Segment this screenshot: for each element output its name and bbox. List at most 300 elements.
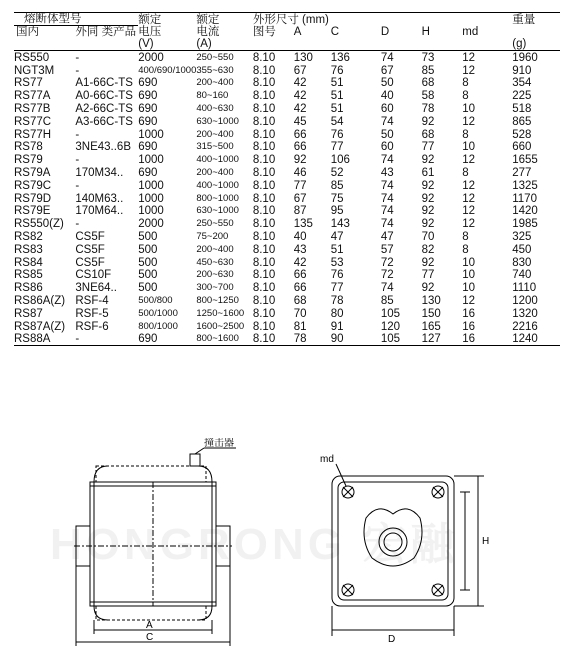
dim-label-C: C [146,632,154,643]
table-row [14,269,560,282]
cell-md: 12 [462,179,476,192]
col-foreign: 外同 类产品 [75,26,138,39]
cell-H: 127 [422,333,463,346]
table-row [14,243,560,256]
table-row [14,256,560,269]
cell-weight: 660 [512,141,532,154]
cell-md: 12 [462,205,476,218]
cell-H: 92 [421,282,435,295]
cell-model: RS83 [14,243,43,256]
cell-fig: 8.10 [252,141,276,154]
cell-model: RS79C [14,179,52,192]
cell-A: 66 [293,269,307,282]
col-domestic: 国内 [14,26,75,39]
table-row [14,294,560,307]
cell-H: 92 [421,205,435,218]
cell-model: RS77B [14,102,51,115]
cell-current: 400~630 [196,102,234,114]
cell-D: 85 [380,294,394,307]
cell-C: 76 [330,64,344,77]
cell-C: 75 [330,192,344,205]
cell-foreign: CS5F [75,230,105,243]
cell-fig: 8.10 [252,307,276,320]
cell-foreign: 140M63.. [75,192,124,205]
cell-current: 1250~1600 [196,307,245,319]
cell-md: 10 [462,269,476,282]
cell-weight: 225 [512,90,532,103]
col-voltage-2: 电压 [138,26,162,38]
cell-model: RS77C [14,115,52,128]
table-row [14,166,560,179]
cell-D: 74 [380,192,394,205]
table-row [14,217,560,230]
table-row [14,333,560,346]
cell-C: 90 [331,333,381,346]
cell-model: RS77 [14,77,43,90]
col-weight: 重量 [512,13,560,26]
cell-md: 12 [462,218,476,231]
cell-H: 73 [421,51,435,64]
cell-fig: 8.10 [252,218,276,231]
cell-D: 50 [380,128,394,141]
cell-current: 200~400 [196,243,234,255]
cell-md: 16 [462,307,476,320]
cell-H: 58 [421,90,435,103]
cell-H: 61 [421,166,435,179]
cell-D: 105 [380,307,401,320]
cell-current: 450~630 [196,256,234,268]
cell-foreign: CS5F [75,256,105,269]
dim-label-D: D [388,634,396,644]
cell-A: 66 [293,282,307,295]
cell-foreign: - [75,128,80,141]
cell-foreign: - [75,154,80,167]
cell-D: 105 [381,333,422,346]
cell-H: 78 [421,102,435,115]
cell-fig: 8.10 [252,205,276,218]
cell-weight: 740 [512,269,532,282]
cell-foreign: - [75,179,80,192]
cell-fig: 8.10 [252,320,276,333]
cell-foreign: A3-66C-TS [75,115,133,128]
cell-A: 42 [293,256,307,269]
cell-foreign: - [75,64,80,77]
cell-md: 12 [462,64,476,77]
cell-weight: 1420 [512,205,538,218]
cell-A: 67 [293,192,307,205]
cell-foreign: - [75,218,80,231]
cell-voltage: 690 [138,115,158,128]
spec-table [14,12,560,346]
table-row [14,153,560,166]
cell-md: 8 [462,90,469,103]
cell-voltage: 500 [138,243,158,256]
cell-D: 60 [380,141,394,154]
cell-md: 12 [462,115,476,128]
cell-voltage: 690 [138,141,158,154]
cell-H: 165 [421,320,441,333]
cell-foreign: CS5F [75,243,105,256]
cell-C: 136 [330,51,350,64]
cell-weight: 910 [512,64,532,77]
cell-md: 10 [462,256,476,269]
table-row [14,115,560,128]
cell-H: 85 [421,64,435,77]
cell-C: 143 [330,218,350,231]
table-row [14,179,560,192]
cell-voltage: 1000 [138,205,164,218]
cell-current: 80~160 [196,90,229,102]
cell-C: 51 [330,90,344,103]
cell-md: 12 [462,192,476,205]
cell-model: RS79A [14,166,51,179]
cell-H: 92 [421,179,435,192]
table-row [14,89,560,102]
cell-fig: 8.10 [252,166,276,179]
cell-foreign: 170M34.. [75,166,124,179]
cell-weight: 354 [512,77,532,90]
col-dims-group: 外形尺寸 (mm) [253,13,512,26]
cell-current: 200~630 [196,269,234,281]
watermark: HONGRONG 宏融 [50,520,459,569]
cell-current: 200~400 [196,77,234,89]
cell-fig: 8.10 [252,64,276,77]
cell-md: 8 [462,230,469,243]
col-voltage: 额定 [138,13,196,26]
cell-model: RS79D [14,192,52,205]
dim-label-A: A [146,620,153,631]
cell-H: 77 [421,141,435,154]
cell-voltage: 400/690/1000 [138,64,197,76]
end-plate [332,476,454,606]
cell-fig: 8.10 [252,269,276,282]
cell-A: 66 [293,141,307,154]
cell-model: RS78 [14,141,43,154]
cell-current: 250~550 [196,51,234,63]
cell-C: 91 [330,320,344,333]
table-row [14,281,560,294]
cell-A: 45 [293,115,307,128]
cell-foreign: - [75,333,138,346]
cell-A: 42 [293,77,307,90]
cell-D: 40 [380,90,394,103]
cell-C: 77 [330,141,344,154]
cell-voltage: 1000 [138,154,164,167]
cell-current: 315~500 [196,141,234,153]
cell-current: 355~630 [196,64,234,76]
cell-H: 82 [421,243,435,256]
cell-voltage: 1000 [138,179,164,192]
cell-fig: 8.10 [252,282,276,295]
cell-D: 47 [380,230,394,243]
cell-D: 74 [380,51,394,64]
table-row [14,205,560,218]
col-A: A [293,26,302,38]
cell-C: 76 [330,128,344,141]
cell-md: 8 [462,166,469,179]
cell-weight: 277 [512,166,532,179]
cell-current: 400~1000 [196,154,239,166]
table-row [14,320,560,333]
header-row-3 [14,38,560,51]
col-weight-unit: (g) [512,38,560,51]
cell-weight: 865 [512,115,532,128]
cell-fig: 8.10 [252,90,276,103]
cell-fig: 8.10 [253,333,294,346]
cell-H: 92 [421,218,435,231]
cell-weight: 1110 [512,282,537,295]
striker-label: 撞击器 [204,438,234,449]
cell-foreign: 170M64.. [75,205,124,218]
cell-D: 74 [380,115,394,128]
cell-current: 300~700 [196,282,234,294]
cell-D: 50 [380,77,394,90]
cell-foreign: RSF-6 [75,320,109,333]
cell-H: 130 [421,294,441,307]
cell-model: RS77A [14,90,51,103]
cell-C: 80 [330,307,344,320]
table-row [14,141,560,154]
cell-D: 74 [380,179,394,192]
cell-voltage: 690 [138,102,158,115]
cell-model: RS87A(Z) [14,320,66,333]
cell-weight: 518 [512,102,532,115]
cell-weight: 2216 [512,320,538,333]
cell-H: 92 [421,154,435,167]
cell-C: 76 [330,269,344,282]
cell-md: 16 [462,320,476,333]
cell-C: 85 [330,179,344,192]
cell-model: RS82 [14,230,43,243]
cell-md: 10 [462,282,476,295]
cell-model: RS85 [14,269,43,282]
cell-D: 72 [380,256,394,269]
cell-A: 66 [293,128,307,141]
cell-A: 92 [293,154,307,167]
cell-md: 8 [462,77,469,90]
dim-label-H: H [482,536,490,547]
col-current-2: 电流 [196,26,220,38]
cell-fig: 8.10 [252,192,276,205]
cell-A: 42 [293,102,307,115]
cell-D: 60 [380,102,394,115]
cell-A: 87 [293,205,307,218]
cell-A: 135 [293,218,313,231]
cell-C: 54 [330,115,344,128]
cell-weight: 450 [512,243,532,256]
cell-fig: 8.10 [252,294,276,307]
cell-weight: 1320 [512,307,538,320]
col-voltage-unit: (V) [138,38,196,51]
cell-fig: 8.10 [252,115,276,128]
cell-model: RS88A [14,333,75,346]
cell-current: 800~1000 [196,192,239,204]
col-current-unit: (A) [196,38,252,51]
cell-A: 42 [293,90,307,103]
cell-model: RS87 [14,307,43,320]
table-row [14,64,560,77]
table-row [14,77,560,90]
table-row [14,230,560,243]
cell-D: 57 [380,243,394,256]
table-row [14,192,560,205]
cell-fig: 8.10 [252,128,276,141]
cell-voltage: 800/1000 [138,320,178,332]
cell-model: RS550 [14,51,50,64]
cell-voltage: 500 [138,256,158,269]
cell-voltage: 500/800 [138,294,173,306]
cell-fig: 8.10 [252,154,276,167]
cell-foreign: RSF-4 [75,294,109,307]
table-row [14,307,560,320]
cell-fig: 8.10 [252,77,276,90]
cell-md: 10 [462,102,476,115]
cell-md: 12 [462,154,476,167]
cell-voltage: 500 [138,230,158,243]
cell-C: 47 [330,230,344,243]
cell-current: 200~400 [196,128,234,140]
cell-C: 106 [330,154,350,167]
cell-current: 630~1000 [196,115,239,127]
cell-foreign: A1-66C-TS [75,77,133,90]
cell-weight: 1240 [512,333,560,346]
cell-voltage: 690 [138,166,158,179]
cell-C: 52 [330,166,344,179]
cell-md: 8 [462,243,469,256]
cell-md: 8 [462,128,469,141]
cell-model: RS79 [14,154,43,167]
cell-H: 92 [421,256,435,269]
cell-fig: 8.10 [252,102,276,115]
cell-H: 68 [421,128,435,141]
cell-A: 78 [294,333,331,346]
cell-C: 77 [330,282,344,295]
cell-current: 630~1000 [196,205,239,217]
col-md: md [462,26,479,38]
cell-foreign: A2-66C-TS [75,102,133,115]
cell-voltage: 1000 [138,192,164,205]
cell-C: 78 [330,294,344,307]
cell-model: RS86 [14,282,43,295]
cell-H: 150 [421,307,441,320]
cell-current: 250~550 [196,218,234,230]
col-C: C [330,26,340,38]
cell-model: RS550(Z) [14,218,64,231]
cell-A: 43 [293,243,307,256]
cell-D: 72 [380,269,394,282]
cell-C: 51 [330,243,344,256]
cell-model: RS77H [14,128,52,141]
cell-weight: 1170 [512,192,537,205]
cell-fig: 8.10 [252,179,276,192]
cell-H: 70 [421,230,435,243]
cell-A: 68 [293,294,307,307]
cell-D: 43 [380,166,394,179]
cell-foreign: 3NE64.. [75,282,117,295]
cell-voltage: 2000 [138,218,164,231]
center-hole [379,528,407,556]
cell-weight: 325 [512,230,532,243]
cell-C: 51 [330,102,344,115]
cell-voltage: 690 [138,333,196,346]
cell-voltage: 690 [138,90,158,103]
cell-voltage: 1000 [138,128,164,141]
header-row-2 [14,26,560,39]
cell-voltage: 500 [138,282,158,295]
cell-foreign: CS10F [75,269,112,282]
cell-current: 800~1600 [196,333,252,346]
cell-md: 10 [462,141,476,154]
cell-fig: 8.10 [252,256,276,269]
cell-H: 77 [421,269,435,282]
cell-current: 75~200 [196,230,229,242]
col-D: D [380,26,390,38]
cell-D: 67 [380,64,394,77]
cell-H: 68 [421,77,435,90]
cell-foreign: 3NE43..6B [75,141,131,154]
md-label: md [320,454,334,465]
header-row-1 [14,13,560,26]
cell-weight: 528 [512,128,532,141]
cell-weight: 1655 [512,154,538,167]
cell-model: NGT3M [14,64,55,77]
col-H: H [421,26,430,38]
cell-A: 77 [293,179,307,192]
cell-weight: 830 [512,256,532,269]
table-row [14,128,560,141]
cell-model: RS86A(Z) [14,294,66,307]
cell-model: RS84 [14,256,43,269]
cell-foreign: - [75,51,80,64]
cell-C: 53 [330,256,344,269]
table-body [14,51,560,346]
cell-fig: 8.10 [252,243,276,256]
cell-current: 200~400 [196,166,234,178]
cell-D: 74 [380,218,394,231]
cell-A: 130 [293,51,313,64]
cell-C: 95 [330,205,344,218]
cell-foreign: A0-66C-TS [75,90,133,103]
cell-current: 1600~2500 [196,320,245,332]
cell-md: 12 [462,51,476,64]
cell-voltage: 2000 [138,51,164,64]
cell-A: 40 [293,230,307,243]
cell-foreign: RSF-5 [75,307,109,320]
center-boss [364,509,422,566]
cell-weight: 1985 [512,218,538,231]
cell-voltage: 500/1000 [138,307,178,319]
cell-A: 46 [293,166,307,179]
col-current: 额定 [196,13,252,26]
col-model-group: 熔断体型号 [14,13,138,26]
cell-weight: 1325 [512,179,538,192]
cell-A: 67 [293,64,307,77]
striker [190,454,200,466]
cell-current: 400~1000 [196,179,239,191]
cell-md: 16 [462,333,512,346]
table-row [14,51,560,64]
cell-D: 74 [380,282,394,295]
end-view-drawing [318,448,498,644]
cell-A: 81 [293,320,307,333]
cell-weight: 1960 [512,51,538,64]
table-row [14,102,560,115]
side-view-drawing [64,438,254,650]
cell-H: 92 [421,192,435,205]
cell-model: RS79E [14,205,51,218]
col-fig: 图号 [252,26,276,38]
cell-md: 12 [462,294,476,307]
